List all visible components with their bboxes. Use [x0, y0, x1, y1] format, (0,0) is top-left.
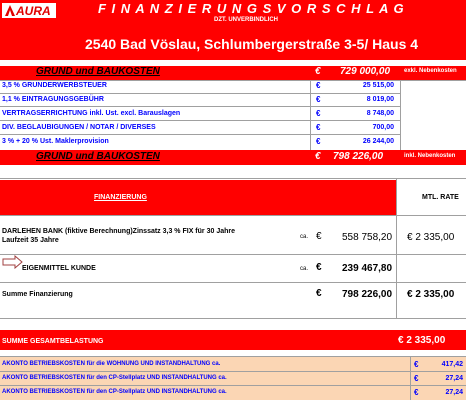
cost-label: DIV. BEGLAUBIGUNGEN / NOTAR / DIVERSES — [2, 124, 156, 131]
page-subtitle: DZT. UNVERBINDLICH — [214, 17, 278, 23]
darlehen-value: 558 758,20 — [342, 232, 393, 243]
akonto-euro: € — [414, 360, 419, 369]
cost-value: 26 244,00 — [362, 138, 394, 145]
cost-euro: € — [316, 123, 321, 132]
eigenmittel-label: EIGENMITTEL KUNDE — [22, 265, 96, 272]
eigenmittel-value: 239 467,80 — [342, 263, 393, 274]
summe-euro: € — [316, 288, 322, 299]
cost-euro: € — [316, 137, 321, 146]
cost-euro: € — [316, 109, 321, 118]
eigenmittel-euro: € — [316, 262, 322, 273]
summe-finanzierung-label: Summe Finanzierung — [2, 291, 73, 298]
cost-label: 3 % + 20 % Ust. Maklerprovision — [2, 138, 109, 145]
cost-euro: € — [316, 95, 321, 104]
akonto-euro: € — [414, 388, 419, 397]
grund-euro-1: € — [315, 66, 321, 77]
finanzierung-label: FINANZIERUNG — [94, 194, 147, 201]
finanzierung-header — [0, 180, 396, 215]
cost-value: 8 019,00 — [366, 96, 394, 103]
eigenmittel-ca: ca. — [300, 266, 309, 272]
cost-label: 3,5 % GRUNDERWERBSTEUER — [2, 82, 107, 89]
akonto-label: AKONTO BETRIEBSKOSTEN für die WOHNUNG UND INSTANDHALTUNG ca. — [2, 361, 221, 367]
arrow-right-icon — [2, 255, 24, 269]
cost-value: 8 748,00 — [366, 110, 394, 117]
grund-value-2: 798 226,00 — [333, 151, 384, 162]
akonto-label: AKONTO BETRIEBSKOSTEN für den CP-Stellplatz UND INSTANDHALTUNG ca. — [2, 375, 227, 381]
gesamtbelastung-rate: € 2 335,00 — [398, 335, 446, 346]
darlehen-ca: ca. — [300, 234, 309, 240]
property-address: 2540 Bad Vöslau, Schlumbergerstraße 3-5/ Haus 4 — [85, 36, 419, 52]
akonto-value: 417,42 — [441, 361, 463, 368]
cost-value: 700,00 — [372, 124, 394, 131]
akonto-label: AKONTO BETRIEBSKOSTEN für den CP-Stellplatz UND INSTANDHALTUNG ca. — [2, 389, 227, 395]
akonto-value: 27,24 — [445, 375, 463, 382]
aura-logo — [2, 3, 56, 18]
grund-note-1: exkl. Nebenkosten — [404, 68, 457, 74]
grund-baukosten-label-1: GRUND und BAUKOSTEN — [36, 66, 160, 77]
summe-value: 798 226,00 — [342, 289, 393, 300]
logo-mark-icon — [4, 4, 16, 17]
akonto-euro: € — [414, 374, 419, 383]
cost-value: 25 515,00 — [362, 82, 394, 89]
grund-value-1: 729 000,00 — [340, 66, 391, 77]
gesamtbelastung-label: SUMME GESAMTBELASTUNG — [2, 338, 104, 345]
page-title: F I N A N Z I E R U N G S V O R S C H L A G — [98, 1, 405, 16]
cost-label: VERTRAGSERRICHTUNG inkl. Ust. excl. Barauslagen — [2, 110, 181, 117]
darlehen-label-1: DARLEHEN BANK (fiktive Berechnung)Zinssatz 3,3 % FIX für 30 Jahre — [2, 228, 235, 235]
summe-rate: € 2 335,00 — [407, 289, 455, 300]
cost-euro: € — [316, 81, 321, 90]
cost-label: 1,1 % EINTRAGUNGSGEBÜHR — [2, 96, 104, 103]
darlehen-euro: € — [316, 231, 322, 242]
grund-baukosten-label-2: GRUND und BAUKOSTEN — [36, 151, 160, 162]
logo-text: AURA — [16, 3, 51, 18]
grund-note-2: inkl. Nebenkosten — [404, 153, 456, 159]
darlehen-rate: € 2 335,00 — [407, 232, 455, 243]
mtl-rate-header: MTL. RATE — [422, 194, 459, 201]
grund-euro-2: € — [315, 151, 321, 162]
akonto-value: 27,24 — [445, 389, 463, 396]
darlehen-label-2: Laufzeit 35 Jahre — [2, 237, 59, 244]
